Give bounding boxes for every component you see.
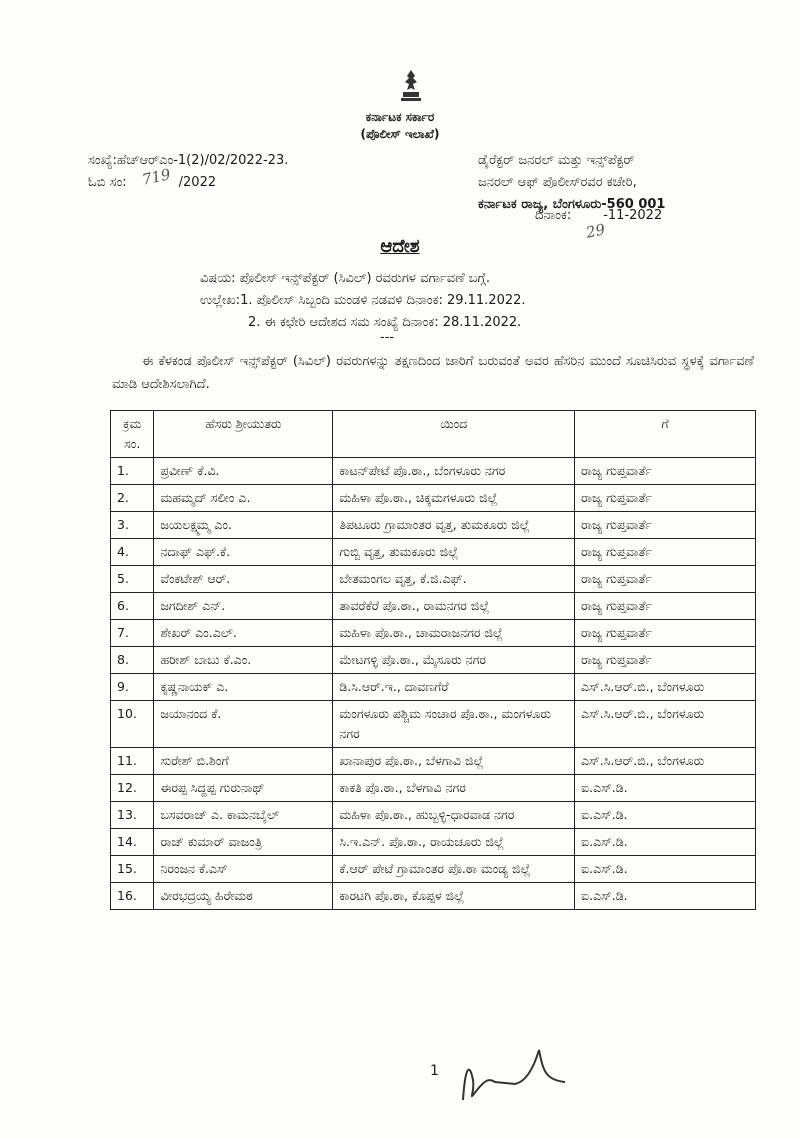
table-row bbox=[111, 485, 756, 512]
page-number: 1 bbox=[430, 1063, 439, 1079]
from-cell: ಮಹಿಳಾ ಪೊ.ಠಾ., ಚಾಮರಾಜನಗರ ಜಿಲ್ಲೆ bbox=[333, 620, 575, 647]
serial-cell: 16. bbox=[111, 883, 154, 910]
from-cell: ಕಾಟನ್‌ಪೇಟೆ ಪೊ.ಠಾ., ಬೆಂಗಳೂರು ನಗರ bbox=[333, 458, 575, 485]
to-cell: ಐ.ಎಸ್.ಡಿ. bbox=[575, 829, 756, 856]
name-cell: ನಿರಂಜನ ಕೆ.ಎಸ್ bbox=[154, 856, 333, 883]
to-cell: ರಾಜ್ಯ ಗುಪ್ತವಾರ್ತೆ bbox=[575, 458, 756, 485]
header-serial: ಕ್ರಮ ಸಂ. bbox=[111, 411, 154, 458]
serial-cell: 12. bbox=[111, 775, 154, 802]
name-cell: ಶೇಖರ್ ಎಂ.ಎಲ್. bbox=[154, 620, 333, 647]
handwritten-ob-number: 719 bbox=[140, 165, 173, 189]
to-cell: ಎಸ್.ಸಿ.ಆರ್.ಬಿ., ಬೆಂಗಳೂರು bbox=[575, 674, 756, 701]
table-row bbox=[111, 458, 756, 485]
signature-icon bbox=[455, 1040, 575, 1110]
reference-left bbox=[88, 150, 288, 194]
handwritten-date: 29 bbox=[584, 220, 607, 242]
serial-cell: 6. bbox=[111, 593, 154, 620]
from-cell: ಮೇಟಗಳ್ಳಿ ಪೊ.ಠಾ., ಮೈಸೂರು ನಗರ bbox=[333, 647, 575, 674]
table-row bbox=[111, 647, 756, 674]
header-to: ಗೆ bbox=[575, 411, 756, 458]
header-name: ಹೆಸರು ಶ್ರೀಯುತರು bbox=[154, 411, 333, 458]
table-row bbox=[111, 512, 756, 539]
to-cell: ರಾಜ್ಯ ಗುಪ್ತವಾರ್ತೆ bbox=[575, 647, 756, 674]
from-cell: ತಾವರೆಕೆರೆ ಪೊ.ಠಾ., ರಾಮನಗರ ಜಿಲ್ಲೆ bbox=[333, 593, 575, 620]
state-emblem-icon bbox=[395, 68, 427, 104]
serial-cell: 15. bbox=[111, 856, 154, 883]
name-cell: ಪ್ರವೀಣ್ ಕೆ.ವಿ. bbox=[154, 458, 333, 485]
name-cell: ವೆಂಕಟೇಶ್ ಆರ್. bbox=[154, 566, 333, 593]
to-cell: ಎಸ್.ಸಿ.ಆರ್.ಬಿ., ಬೆಂಗಳೂರು bbox=[575, 701, 756, 748]
table-row bbox=[111, 748, 756, 775]
table-row bbox=[111, 539, 756, 566]
reference-line-2: 2. ಈ ಕಛೇರಿ ಆದೇಶದ ಸಮ ಸಂಖ್ಯೆ ದಿನಾಂಕ: 28.11.2022. bbox=[248, 315, 522, 330]
office-line-1: ಡೈರೆಕ್ಟರ್ ಜನರಲ್ ಮತ್ತು ಇನ್ಸ್‌ಪೆಕ್ಟರ್ bbox=[478, 153, 635, 168]
name-cell: ಸುರೇಶ್ ಬಿ.ಶಿಂಗೆ bbox=[154, 748, 333, 775]
to-cell: ರಾಜ್ಯ ಗುಪ್ತವಾರ್ತೆ bbox=[575, 566, 756, 593]
to-cell: ಐ.ಎಸ್.ಡಿ. bbox=[575, 883, 756, 910]
to-cell: ಐ.ಎಸ್.ಡಿ. bbox=[575, 775, 756, 802]
from-cell: ಸಿ.ಇ.ಎನ್. ಪೊ.ಠಾ., ರಾಯಚೂರು ಜಿಲ್ಲೆ bbox=[333, 829, 575, 856]
office-line-3: ಕರ್ನಾಟಕ ರಾಜ್ಯ, ಬೆಂಗಳೂರು-560 001 bbox=[478, 197, 666, 212]
from-cell: ಕಾರಟಗಿ ಪೊ.ಠಾ, ಕೊಪ್ಪಳ ಜಿಲ್ಲೆ bbox=[333, 883, 575, 910]
serial-cell: 10. bbox=[111, 701, 154, 748]
name-cell: ಜಗದೀಶ್ ಎನ್. bbox=[154, 593, 333, 620]
government-name: ಕರ್ನಾಟಕ ಸರ್ಕಾರ bbox=[365, 110, 435, 124]
transfer-table bbox=[110, 410, 756, 910]
to-cell: ರಾಜ್ಯ ಗುಪ್ತವಾರ್ತೆ bbox=[575, 485, 756, 512]
order-title: ಆದೇಶ bbox=[380, 236, 420, 257]
header-from: ಯಿಂದ bbox=[333, 411, 575, 458]
from-cell: ಮಹಿಳಾ ಪೊ.ಠಾ., ಹುಬ್ಬಳ್ಳಿ-ಧಾರವಾಡ ನಗರ bbox=[333, 802, 575, 829]
serial-cell: 1. bbox=[111, 458, 154, 485]
name-cell: ಹರೀಶ್ ಬಾಬು ಕೆ.ಎಂ. bbox=[154, 647, 333, 674]
to-cell: ರಾಜ್ಯ ಗುಪ್ತವಾರ್ತೆ bbox=[575, 620, 756, 647]
name-cell: ವೀರಭದ್ರಯ್ಯ ಹಿರೇಮಠ bbox=[154, 883, 333, 910]
serial-cell: 5. bbox=[111, 566, 154, 593]
serial-cell: 2. bbox=[111, 485, 154, 512]
ob-number: ಓಬಿ ಸಂ: /2022 bbox=[88, 175, 217, 190]
table-row bbox=[111, 856, 756, 883]
serial-cell: 11. bbox=[111, 748, 154, 775]
name-cell: ರಾಜ್ ಕುಮಾರ್ ವಾಜಂತ್ರಿ bbox=[154, 829, 333, 856]
name-cell: ಜಯಲಕ್ಷ್ಮಮ್ಮ ಎಂ. bbox=[154, 512, 333, 539]
name-cell: ಮಹಮ್ಮದ್ ಸಲೀಂ ಎ. bbox=[154, 485, 333, 512]
serial-cell: 3. bbox=[111, 512, 154, 539]
order-number: ಸಂಖ್ಯೆ:ಹೆಚ್ಆರ್‌ಎಂ-1(2)/02/2022-23. bbox=[88, 153, 289, 168]
from-cell: ಖಾನಾಪುರ ಪೊ.ಠಾ., ಬೆಳಗಾವಿ ಜಿಲ್ಲೆ bbox=[333, 748, 575, 775]
serial-cell: 4. bbox=[111, 539, 154, 566]
to-cell: ರಾಜ್ಯ ಗುಪ್ತವಾರ್ತೆ bbox=[575, 512, 756, 539]
serial-cell: 13. bbox=[111, 802, 154, 829]
name-cell: ಕೃಷ್ಣನಾಯಕ್ ಎ. bbox=[154, 674, 333, 701]
subject-block bbox=[200, 268, 526, 334]
from-cell: ಕಾಕತಿ ಪೊ.ಠಾ., ಬೆಳಗಾವಿ ನಗರ bbox=[333, 775, 575, 802]
department-name: (ಪೊಲೀಸ್ ಇಲಾಖೆ) bbox=[360, 127, 440, 141]
office-line-2: ಜನರಲ್ ಆಫ್ ಪೊಲೀಸ್‌ರವರ ಕಚೇರಿ, bbox=[478, 175, 637, 190]
reference-right bbox=[478, 150, 665, 216]
serial-cell: 8. bbox=[111, 647, 154, 674]
name-cell: ಬಸವರಾಜ್ ಎ. ಕಾಮನಬೈಲ್ bbox=[154, 802, 333, 829]
from-cell: ಗುಬ್ಬಿ ವೃತ್ತ, ತುಮಕೂರು ಜಿಲ್ಲೆ bbox=[333, 539, 575, 566]
to-cell: ರಾಜ್ಯ ಗುಪ್ತವಾರ್ತೆ bbox=[575, 539, 756, 566]
from-cell: ಡಿ.ಸಿ.ಆರ್.ಇ., ದಾವಣಗೆರೆ bbox=[333, 674, 575, 701]
name-cell: ಜಯಾನಂದ ಕೆ. bbox=[154, 701, 333, 748]
reference-line-1: ಉಲ್ಲೇಖ:1. ಪೊಲೀಸ್ ಸಿಬ್ಬಂದಿ ಮಂಡಳಿ ನಡವಳಿ ದಿನಾಂಕ: 29.11.2022. bbox=[200, 293, 526, 308]
order-date: ದಿನಾಂಕ: -11-2022 bbox=[535, 208, 663, 223]
table-row bbox=[111, 883, 756, 910]
order-paragraph: ಈ ಕೆಳಕಂಡ ಪೊಲೀಸ್ ಇನ್ಸ್‌ಪೆಕ್ಟರ್ (ಸಿವಿಲ್) ರವರುಗಳನ್ನು ತಕ್ಷಣದಿಂದ ಜಾರಿಗೆ ಬರುವಂತೆ ಅವರ ಹೆಸರಿನ ಮುಂದೆ ಸೂಚಿಸಿರುವ ಸ್ಥಳಕ್ಕೆ ವರ್ಗಾವಣೆ ಮಾಡಿ ಆದೇಶಿಸಲಾಗಿದೆ. bbox=[112, 354, 754, 392]
to-cell: ರಾಜ್ಯ ಗುಪ್ತವಾರ್ತೆ bbox=[575, 593, 756, 620]
table-row bbox=[111, 674, 756, 701]
from-cell: ಕೆ.ಆರ್ ಪೇಟೆ ಗ್ರಾಮಾಂತರ ಪೊ.ಠಾ ಮಂಡ್ಯ ಜಿಲ್ಲೆ bbox=[333, 856, 575, 883]
separator: --- bbox=[380, 330, 395, 345]
table-row bbox=[111, 566, 756, 593]
table-row bbox=[111, 802, 756, 829]
table-header-row bbox=[111, 411, 756, 458]
table-row bbox=[111, 701, 756, 748]
from-cell: ಮಂಗಳೂರು ಪಶ್ಚಿಮ ಸಂಚಾರ ಪೊ.ಠಾ., ಮಂಗಳೂರು ನಗರ bbox=[333, 701, 575, 748]
from-cell: ತಿಪಟೂರು ಗ್ರಾಮಾಂತರ ವೃತ್ತ, ತುಮಕೂರು ಜಿಲ್ಲೆ bbox=[333, 512, 575, 539]
serial-cell: 9. bbox=[111, 674, 154, 701]
to-cell: ಐ.ಎಸ್.ಡಿ. bbox=[575, 802, 756, 829]
serial-cell: 14. bbox=[111, 829, 154, 856]
table-row bbox=[111, 829, 756, 856]
from-cell: ಮಹಿಳಾ ಪೊ.ಠಾ., ಚಿಕ್ಕಮಗಳೂರು ಜಿಲ್ಲೆ bbox=[333, 485, 575, 512]
name-cell: ಈರಪ್ಪ ಸಿದ್ದಪ್ಪ ಗುರುನಾಥ್ bbox=[154, 775, 333, 802]
table-row bbox=[111, 593, 756, 620]
subject-line: ವಿಷಯ: ಪೊಲೀಸ್ ಇನ್ಸ್‌ಪೆಕ್ಟರ್ (ಸಿವಿಲ್) ರವರುಗಳ ವರ್ಗಾವಣೆ ಬಗ್ಗೆ. bbox=[200, 271, 490, 286]
name-cell: ನದಾಫ್ ಎಫ್.ಕೆ. bbox=[154, 539, 333, 566]
to-cell: ಐ.ಎಸ್.ಡಿ. bbox=[575, 856, 756, 883]
table-row bbox=[111, 620, 756, 647]
serial-cell: 7. bbox=[111, 620, 154, 647]
from-cell: ಬೇತಮಂಗಲ ವೃತ್ತ, ಕೆ.ಜಿ.ಎಫ್. bbox=[333, 566, 575, 593]
to-cell: ಎಸ್.ಸಿ.ಆರ್.ಬಿ., ಬೆಂಗಳೂರು bbox=[575, 748, 756, 775]
table-row bbox=[111, 775, 756, 802]
